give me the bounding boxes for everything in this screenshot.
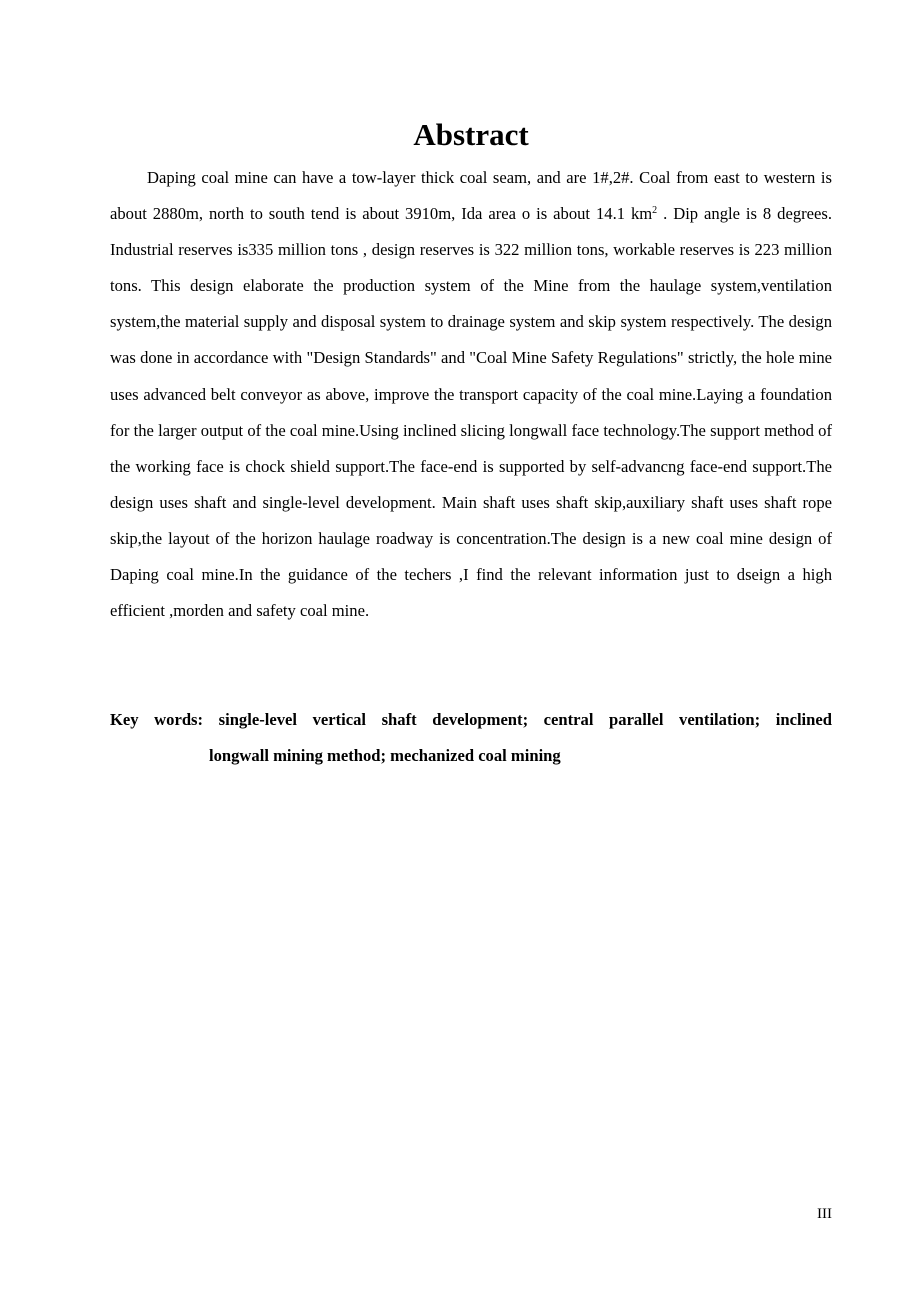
abstract-text-part2: . Dip angle is 8 degrees. Industrial reserves is335 million tons , design reserves is 322 million tons, workable reserves is 223 million tons. This design elaborate the production system of the Mine from the haulage system,ventilation system,the material supply and disposal system to drainage system and skip system respectively. The design was done in accordance with "Design Standards" and "Coal Mine Safety Regulations" strictly, the hole mine uses advanced belt conveyor as above, improve the transport capacity of the coal mine.Laying a foundation for the larger output of the coal mine.Using inclined slicing longwall face technology.The support method of the working face is chock shield support.The face-end is supported by self-advancng face-end support.The design uses shaft and single-level development. Main shaft uses shaft skip,auxiliary shaft uses shaft rope skip,the layout of the horizon haulage roadway is concentration.The design is a new coal mine design of Daping coal mine.In the guidance of the techers ,I find the relevant information just to dseign a high efficient ,morden and safety coal mine. <box>110 204 832 621</box>
area-unit-superscript: 2 <box>652 205 658 217</box>
abstract-body <box>110 160 832 629</box>
abstract-title: Abstract <box>413 117 529 152</box>
keywords-line-1: Key words: single-level vertical shaft development; central parallel ventilation; inclined <box>110 710 832 729</box>
page-number: III <box>817 1206 832 1222</box>
abstract-text-part1: Daping coal mine can have a tow-layer thick coal seam, and are 1#,2#. Coal from east to western is about 2880m, north to south tend is about 3910m, Ida area o is about 14.1 km <box>110 168 832 224</box>
keywords-section <box>110 702 832 774</box>
keywords-line-2: longwall mining method; mechanized coal mining <box>209 746 561 765</box>
